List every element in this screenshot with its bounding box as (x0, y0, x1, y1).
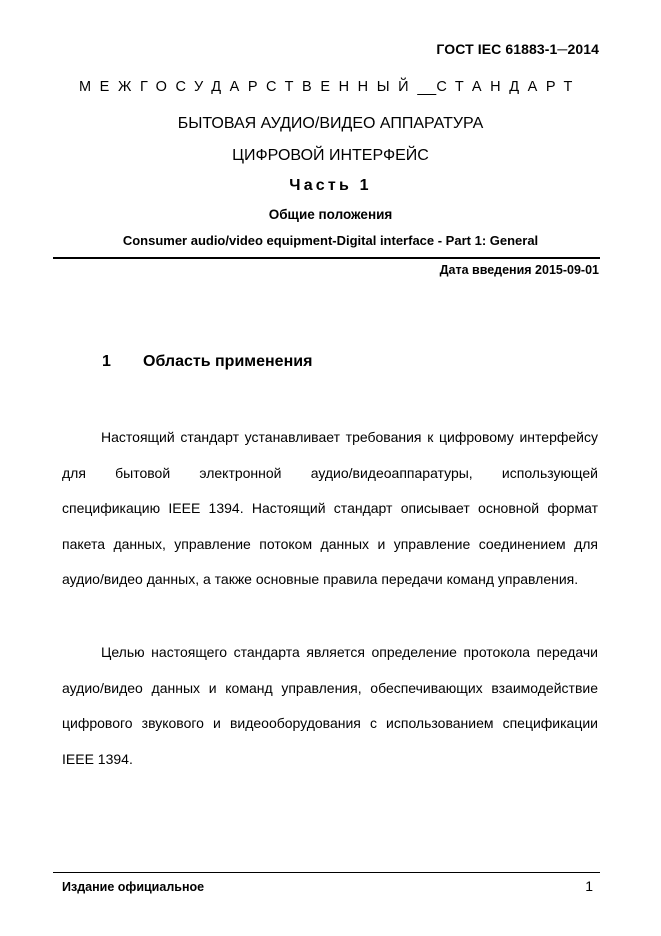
scope-paragraph-2-text: Целью настоящего стандарта является определение протокола передачи аудио/видео данных и команд управления, обеспечивающих взаимодействие цифрового звукового и видеооборудования с использованием спецификации IEEE 1394. (62, 644, 598, 767)
english-title: Consumer audio/video equipment-Digital interface - Part 1: General (122, 233, 539, 248)
scope-paragraph-1-text: Настоящий стандарт устанавливает требования к цифровому интерфейсу для бытовой электронной аудио/видеоаппаратуры, использующей спецификацию IEEE 1394. Настоящий стандарт описывает основной формат пакета данных, управление потоком данных и управление соединением для аудио/видео данных, а также основные правила передачи команд управления. (62, 429, 598, 587)
part-label: Часть 1 (289, 177, 372, 194)
subtitle: Общие положения (268, 207, 393, 222)
edition-label: Издание официальное (62, 880, 205, 894)
scope-paragraph-1 (62, 420, 598, 598)
title-divider (53, 257, 600, 259)
interstate-standard-label (79, 79, 581, 95)
title-line-1: БЫТОВАЯ АУДИО/ВИДЕО АППАРАТУРА (177, 115, 484, 132)
interstate-word-1: МЕЖГОСУДАРСТВЕННЫЙ (79, 79, 418, 95)
section-number: 1 (102, 353, 111, 370)
title-line-2: ЦИФРОВОЙ ИНТЕРФЕЙС (232, 147, 429, 164)
interstate-word-2: СТАНДАРТ (436, 79, 581, 95)
document-code: ГОСТ IEC 61883-1─2014 (436, 41, 599, 57)
page-number: 1 (585, 878, 593, 894)
introduction-date: Дата введения 2015-09-01 (439, 263, 599, 277)
section-title: Область применения (143, 353, 313, 370)
scope-paragraph-2 (62, 635, 598, 777)
footer-divider (53, 872, 600, 873)
